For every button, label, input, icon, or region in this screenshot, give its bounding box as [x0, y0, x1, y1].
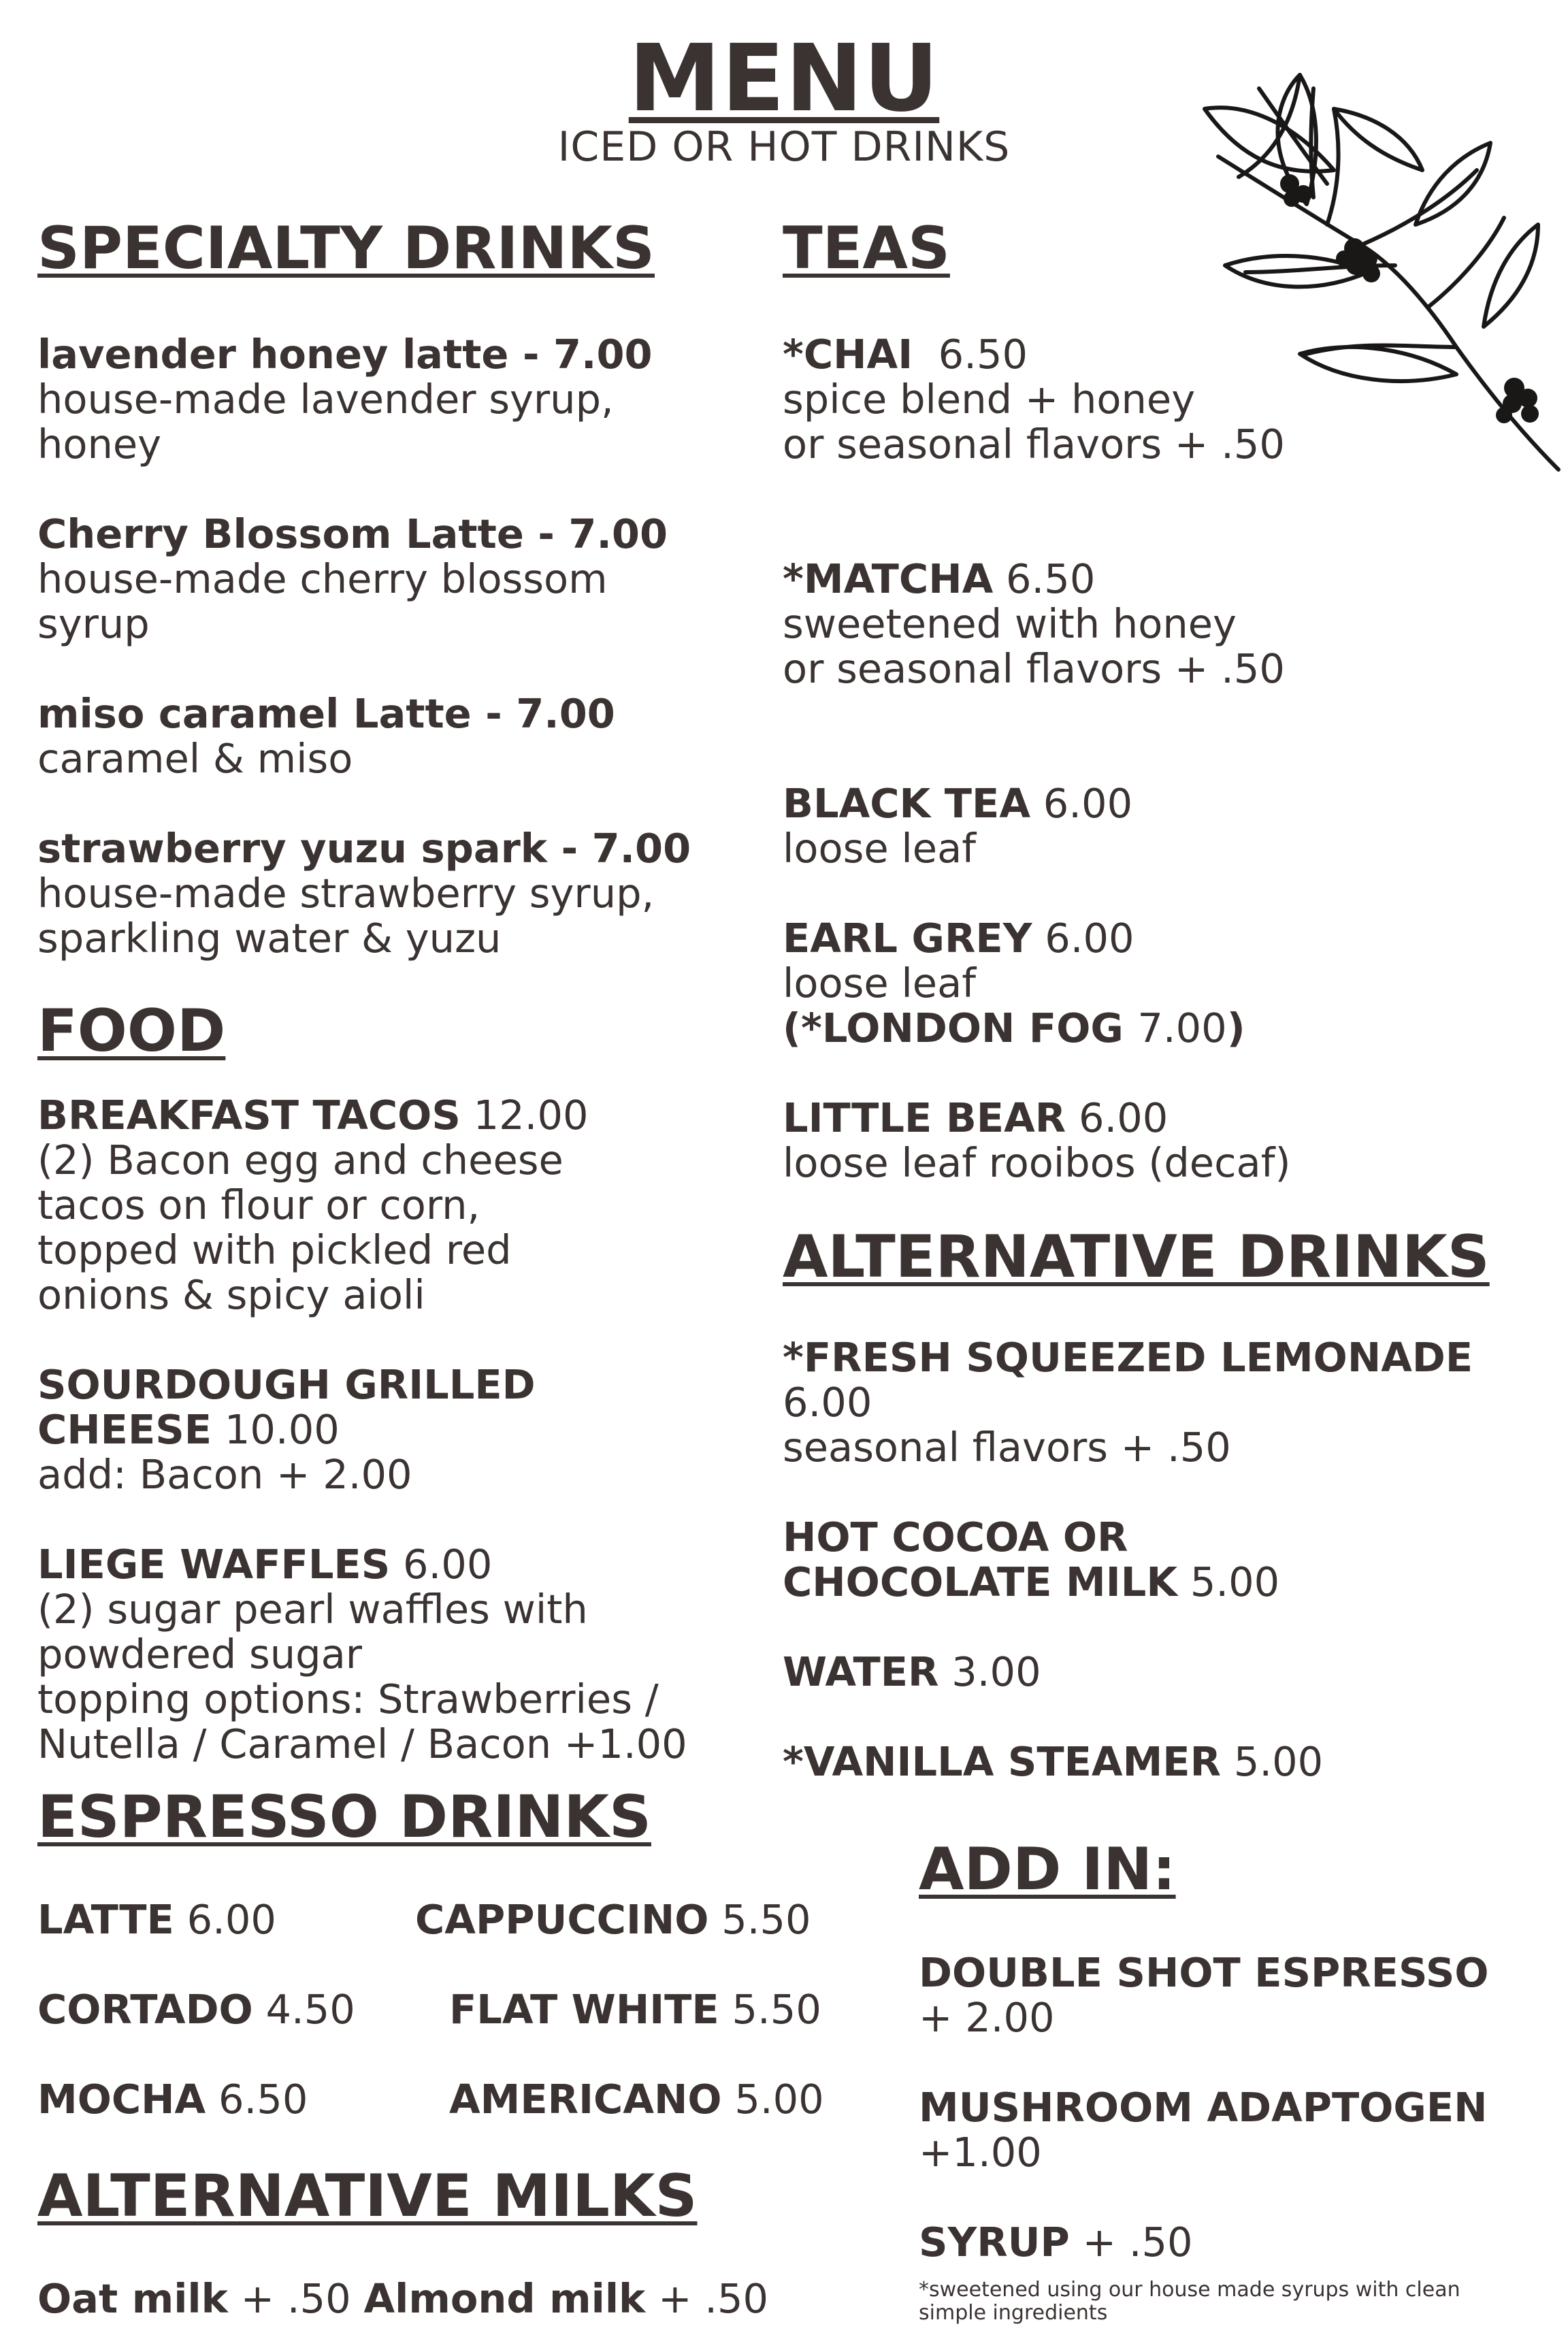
item-price: 6.50	[218, 2076, 308, 2123]
footnote-line: *sweetened using our house made syrups with clean	[919, 2278, 1460, 2302]
item-desc: loose leaf	[783, 825, 976, 872]
alt-drink-item	[783, 1740, 1323, 1784]
item-name: WATER	[783, 1648, 939, 1695]
food-item	[37, 1093, 589, 1318]
item-name: (*LONDON FOG	[783, 1004, 1124, 1051]
item-desc: topping options: Strawberries /	[37, 1676, 659, 1722]
item-paren: )	[1226, 1004, 1245, 1051]
item-price: 5.50	[732, 1986, 821, 2033]
alt-drink-item	[783, 1650, 1041, 1695]
item-desc: caramel & miso	[37, 735, 353, 782]
item-price: 6.00	[186, 1896, 276, 1943]
alt-drinks-heading: ALTERNATIVE DRINKS	[783, 1223, 1490, 1291]
food-item	[37, 1542, 687, 1767]
item-name: MUSHROOM ADAPTOGEN	[919, 2084, 1488, 2131]
footnote-line: simple ingredients	[919, 2301, 1108, 2325]
item-name: LIEGE WAFFLES	[37, 1541, 391, 1588]
menu-subtitle: ICED OR HOT DRINKS	[557, 123, 1011, 171]
item-desc: sparkling water & yuzu	[37, 915, 502, 962]
item-name: Oat milk	[37, 2275, 228, 2322]
alt-milks-row	[37, 2276, 768, 2321]
item-name: MOCHA	[37, 2076, 206, 2123]
item-name: *CHAI	[783, 331, 913, 378]
item-desc: (2) sugar pearl waffles with	[37, 1586, 588, 1633]
item-name: *FRESH SQUEEZED LEMONADE	[783, 1334, 1473, 1381]
espresso-item	[37, 1987, 355, 2032]
item-price: 12.00	[473, 1092, 589, 1139]
item-name: EARL GREY	[783, 915, 1032, 962]
add-in-item	[919, 2220, 1193, 2265]
add-in-item	[919, 1950, 1489, 2040]
menu-title: MENU	[628, 25, 940, 133]
item-desc: or seasonal flavors + .50	[783, 645, 1285, 692]
item-desc: tacos on flour or corn,	[37, 1181, 480, 1228]
food-heading: FOOD	[37, 997, 226, 1065]
item-price: + .50	[658, 2275, 769, 2322]
specialty-item	[37, 512, 668, 647]
tea-item	[783, 557, 1285, 691]
item-desc: house-made strawberry syrup,	[37, 870, 655, 917]
item-price: 6.00	[402, 1541, 493, 1588]
item-name: miso caramel Latte - 7.00	[37, 690, 615, 737]
item-price: + 2.00	[919, 1994, 1055, 2041]
item-name: CAPPUCCINO	[415, 1896, 709, 1943]
item-price: + .50	[240, 2275, 351, 2322]
espresso-item	[449, 2077, 824, 2122]
item-name: AMERICANO	[449, 2076, 722, 2123]
tea-item	[783, 916, 1245, 1051]
item-desc: honey	[37, 421, 162, 468]
item-price: 6.50	[1006, 555, 1096, 602]
item-price: 6.00	[783, 1379, 872, 1426]
item-desc: seasonal flavors + .50	[783, 1424, 1231, 1471]
item-desc: Nutella / Caramel / Bacon +1.00	[37, 1720, 687, 1767]
specialty-item	[37, 826, 691, 961]
espresso-item	[37, 1897, 276, 1942]
item-desc: house-made lavender syrup,	[37, 376, 614, 423]
item-price: 6.00	[1043, 780, 1133, 827]
item-name: BLACK TEA	[783, 780, 1030, 827]
item-price: 6.00	[1078, 1094, 1169, 1141]
item-name: Cherry Blossom Latte - 7.00	[37, 510, 668, 557]
item-name: LATTE	[37, 1896, 174, 1943]
specialty-item	[37, 332, 653, 467]
item-desc: onions & spicy aioli	[37, 1271, 425, 1318]
espresso-item	[449, 1987, 821, 2032]
item-desc: house-made cherry blossom	[37, 555, 608, 602]
item-name: LITTLE BEAR	[783, 1094, 1066, 1141]
teas-heading: TEAS	[783, 214, 950, 282]
item-price: 5.00	[1233, 1738, 1324, 1785]
tea-item	[783, 332, 1285, 467]
item-name: lavender honey latte - 7.00	[37, 331, 653, 378]
item-name: Almond milk	[363, 2275, 646, 2322]
item-name: *MATCHA	[783, 555, 994, 602]
item-name: CORTADO	[37, 1986, 253, 2033]
item-desc: spice blend + honey	[783, 376, 1196, 423]
tea-item	[783, 1096, 1291, 1186]
espresso-heading: ESPRESSO DRINKS	[37, 1783, 651, 1851]
item-name: *VANILLA STEAMER	[783, 1738, 1222, 1785]
alt-drink-item	[783, 1335, 1473, 1470]
item-name: BREAKFAST TACOS	[37, 1092, 461, 1139]
add-in-heading: ADD IN:	[919, 1835, 1176, 1904]
item-price: 6.00	[1045, 915, 1134, 962]
item-desc: topped with pickled red	[37, 1226, 512, 1273]
item-desc: add: Bacon + 2.00	[37, 1451, 412, 1498]
espresso-item	[415, 1897, 811, 1942]
item-desc: syrup	[37, 600, 150, 647]
espresso-item	[37, 2077, 308, 2122]
item-price: 5.00	[1190, 1558, 1280, 1605]
add-in-item	[919, 2085, 1488, 2175]
item-desc: sweetened with honey	[783, 600, 1237, 647]
item-price: +1.00	[919, 2129, 1042, 2176]
item-name: HOT COCOA OR	[783, 1514, 1128, 1561]
food-item	[37, 1362, 536, 1497]
item-desc: (2) Bacon egg and cheese	[37, 1137, 564, 1183]
specialty-heading: SPECIALTY DRINKS	[37, 214, 655, 282]
item-price: 4.50	[265, 1986, 355, 2033]
tea-item	[783, 781, 1132, 871]
item-desc: loose leaf	[783, 960, 976, 1007]
item-price: 5.00	[734, 2076, 824, 2123]
item-desc: or seasonal flavors + .50	[783, 421, 1285, 468]
alt-drink-item	[783, 1515, 1279, 1605]
item-name: SYRUP	[919, 2219, 1070, 2266]
item-name: CHOCOLATE MILK	[783, 1558, 1178, 1605]
alt-milks-heading: ALTERNATIVE MILKS	[37, 2162, 698, 2230]
item-price: 10.00	[224, 1406, 340, 1453]
specialty-item	[37, 691, 615, 781]
item-name: strawberry yuzu spark - 7.00	[37, 825, 691, 872]
item-name: SOURDOUGH GRILLED	[37, 1361, 536, 1408]
item-desc: powdered sugar	[37, 1631, 363, 1678]
item-name: FLAT WHITE	[449, 1986, 719, 2033]
item-price: 6.50	[938, 331, 1028, 378]
item-price: 3.00	[951, 1648, 1041, 1695]
item-name: CHEESE	[37, 1406, 212, 1453]
item-price: + .50	[1082, 2219, 1193, 2266]
item-price: 7.00	[1137, 1004, 1227, 1051]
item-name: DOUBLE SHOT ESPRESSO	[919, 1949, 1489, 1996]
item-price: 5.50	[721, 1896, 811, 1943]
footnote	[919, 2278, 1460, 2325]
item-desc: loose leaf rooibos (decaf)	[783, 1139, 1291, 1186]
